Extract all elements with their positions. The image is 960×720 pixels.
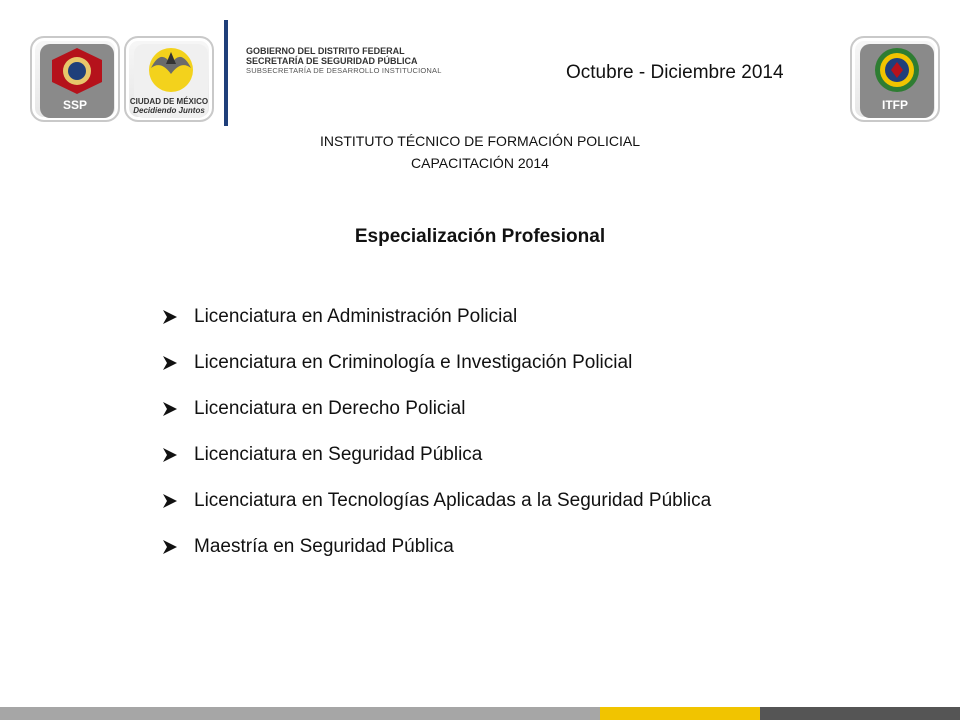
itfp-logo <box>850 36 940 122</box>
arrow-bullet-icon <box>162 444 194 468</box>
list-item <box>162 306 822 330</box>
footer-bar-dark <box>760 707 960 720</box>
cdmx-logo <box>124 36 214 122</box>
program-label: Licenciatura en Criminología e Investigación Policial <box>194 352 633 373</box>
list-item <box>162 490 822 514</box>
institute-name: INSTITUTO TÉCNICO DE FORMACIÓN POLICIAL <box>320 133 640 149</box>
gov-line-1: GOBIERNO DEL DISTRITO FEDERAL <box>246 46 405 56</box>
list-item <box>162 444 822 468</box>
arrow-bullet-icon <box>162 306 194 330</box>
list-item <box>162 536 822 560</box>
arrow-bullet-icon <box>162 536 194 560</box>
period-label: Octubre - Diciembre 2014 <box>566 62 784 83</box>
government-header <box>246 46 442 76</box>
arrow-bullet-icon <box>162 398 194 422</box>
program-label: Licenciatura en Administración Policial <box>194 306 518 327</box>
program-label: Licenciatura en Seguridad Pública <box>194 444 483 465</box>
arrow-bullet-icon <box>162 490 194 514</box>
training-year: CAPACITACIÓN 2014 <box>411 155 549 171</box>
program-label: Licenciatura en Derecho Policial <box>194 398 466 419</box>
program-list <box>162 306 822 582</box>
header-divider <box>224 20 228 126</box>
footer-bar-yellow <box>600 707 760 720</box>
section-title: Especialización Profesional <box>354 226 606 247</box>
itfp-label: ITFP <box>882 98 908 112</box>
gov-line-3: SUBSECRETARÍA DE DESARROLLO INSTITUCIONAL <box>246 66 442 75</box>
cdmx-label-line2: Decidiendo Juntos <box>133 106 205 115</box>
list-item <box>162 352 822 376</box>
cdmx-label-line1: CIUDAD DE MÉXICO <box>129 97 209 106</box>
arrow-bullet-icon <box>162 352 194 376</box>
gov-line-2: SECRETARÍA DE SEGURIDAD PÚBLICA <box>246 56 418 66</box>
list-item <box>162 398 822 422</box>
footer-bar-gray <box>0 707 600 720</box>
ssp-logo <box>30 36 120 122</box>
ssp-label: SSP <box>62 98 87 112</box>
program-label: Maestría en Seguridad Pública <box>194 536 454 557</box>
program-label: Licenciatura en Tecnologías Aplicadas a la Seguridad Pública <box>194 490 712 511</box>
